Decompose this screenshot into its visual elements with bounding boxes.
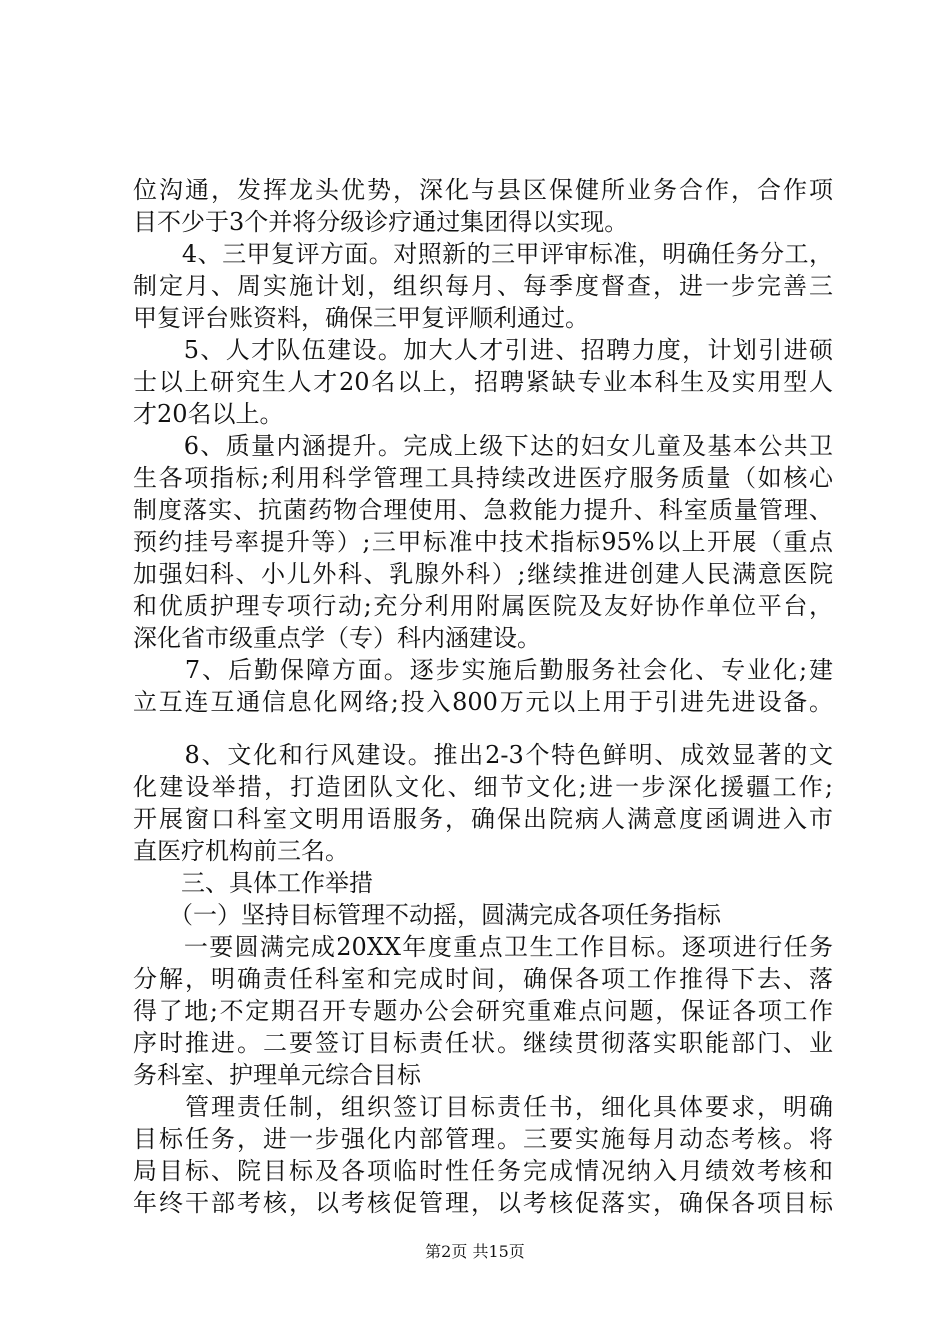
- blank-line: [133, 718, 833, 739]
- text-line: 7、后勤保障方面。逐步实施后勤服务社会化、专业化;建: [133, 656, 833, 684]
- text-line: 得了地;不定期召开专题办公会研究重难点问题，保证各项工作: [133, 997, 833, 1025]
- text-line: 预约挂号率提升等）;三甲标准中技术指标95%以上开展（重点: [133, 528, 833, 556]
- text-line: 务科室、护理单元综合目标: [133, 1061, 421, 1089]
- text-line: 开展窗口科室文明用语服务，确保出院病人满意度函调进入市: [133, 805, 833, 833]
- text-line: 8、文化和行风建设。推出2-3个特色鲜明、成效显著的文: [133, 741, 833, 769]
- text-line: 制度落实、抗菌药物合理使用、急救能力提升、科室质量管理、: [133, 496, 833, 524]
- text-line: 立互连互通信息化网络;投入800万元以上用于引进先进设备。: [133, 688, 833, 716]
- text-line: 加强妇科、小儿外科、乳腺外科）;继续推进创建人民满意医院: [133, 560, 833, 588]
- body-text: [133, 174, 833, 1219]
- page-number-footer: 第2页 共15页: [425, 1242, 525, 1261]
- text-line: 甲复评台账资料，确保三甲复评顺利通过。: [133, 304, 589, 332]
- text-line: 局目标、院目标及各项临时性任务完成情况纳入月绩效考核和: [133, 1157, 833, 1185]
- text-line: 6、质量内涵提升。完成上级下达的妇女儿童及基本公共卫: [133, 432, 833, 460]
- subsection-heading: （一）坚持目标管理不动摇，圆满完成各项任务指标: [133, 901, 721, 929]
- section-heading: 三、具体工作举措: [133, 869, 373, 897]
- text-line: 目标任务，进一步强化内部管理。三要实施每月动态考核。将: [133, 1125, 833, 1153]
- text-line: 化建设举措，打造团队文化、细节文化;进一步深化援疆工作;: [133, 773, 833, 801]
- text-line: 4、三甲复评方面。对照新的三甲评审标准，明确任务分工，: [133, 240, 833, 268]
- text-line: 分解，明确责任科室和完成时间，确保各项工作推得下去、落: [133, 965, 833, 993]
- text-line: 才20名以上。: [133, 400, 284, 428]
- text-line: 5、人才队伍建设。加大人才引进、招聘力度，计划引进硕: [133, 336, 833, 364]
- text-line: 深化省市级重点学（专）科内涵建设。: [133, 624, 541, 652]
- text-line: 年终干部考核，以考核促管理，以考核促落实，确保各项目标: [133, 1189, 833, 1217]
- text-line: 士以上研究生人才20名以上，招聘紧缺专业本科生及实用型人: [133, 368, 833, 396]
- text-line: 生各项指标;利用科学管理工具持续改进医疗服务质量（如核心: [133, 464, 833, 492]
- text-line: 目不少于3个并将分级诊疗通过集团得以实现。: [133, 208, 629, 236]
- text-line: 制定月、周实施计划，组织每月、每季度督查，进一步完善三: [133, 272, 833, 300]
- text-line: 位沟通，发挥龙头优势，深化与县区保健所业务合作，合作项: [133, 176, 833, 204]
- text-line: 和优质护理专项行动;充分利用附属医院及友好协作单位平台，: [133, 592, 833, 620]
- text-line: 直医疗机构前三名。: [133, 837, 349, 865]
- text-line: 序时推进。二要签订目标责任状。继续贯彻落实职能部门、业: [133, 1029, 833, 1057]
- text-line: 一要圆满完成20XX年度重点卫生工作目标。逐项进行任务: [133, 933, 833, 961]
- text-line: 管理责任制，组织签订目标责任书，细化具体要求，明确: [133, 1093, 833, 1121]
